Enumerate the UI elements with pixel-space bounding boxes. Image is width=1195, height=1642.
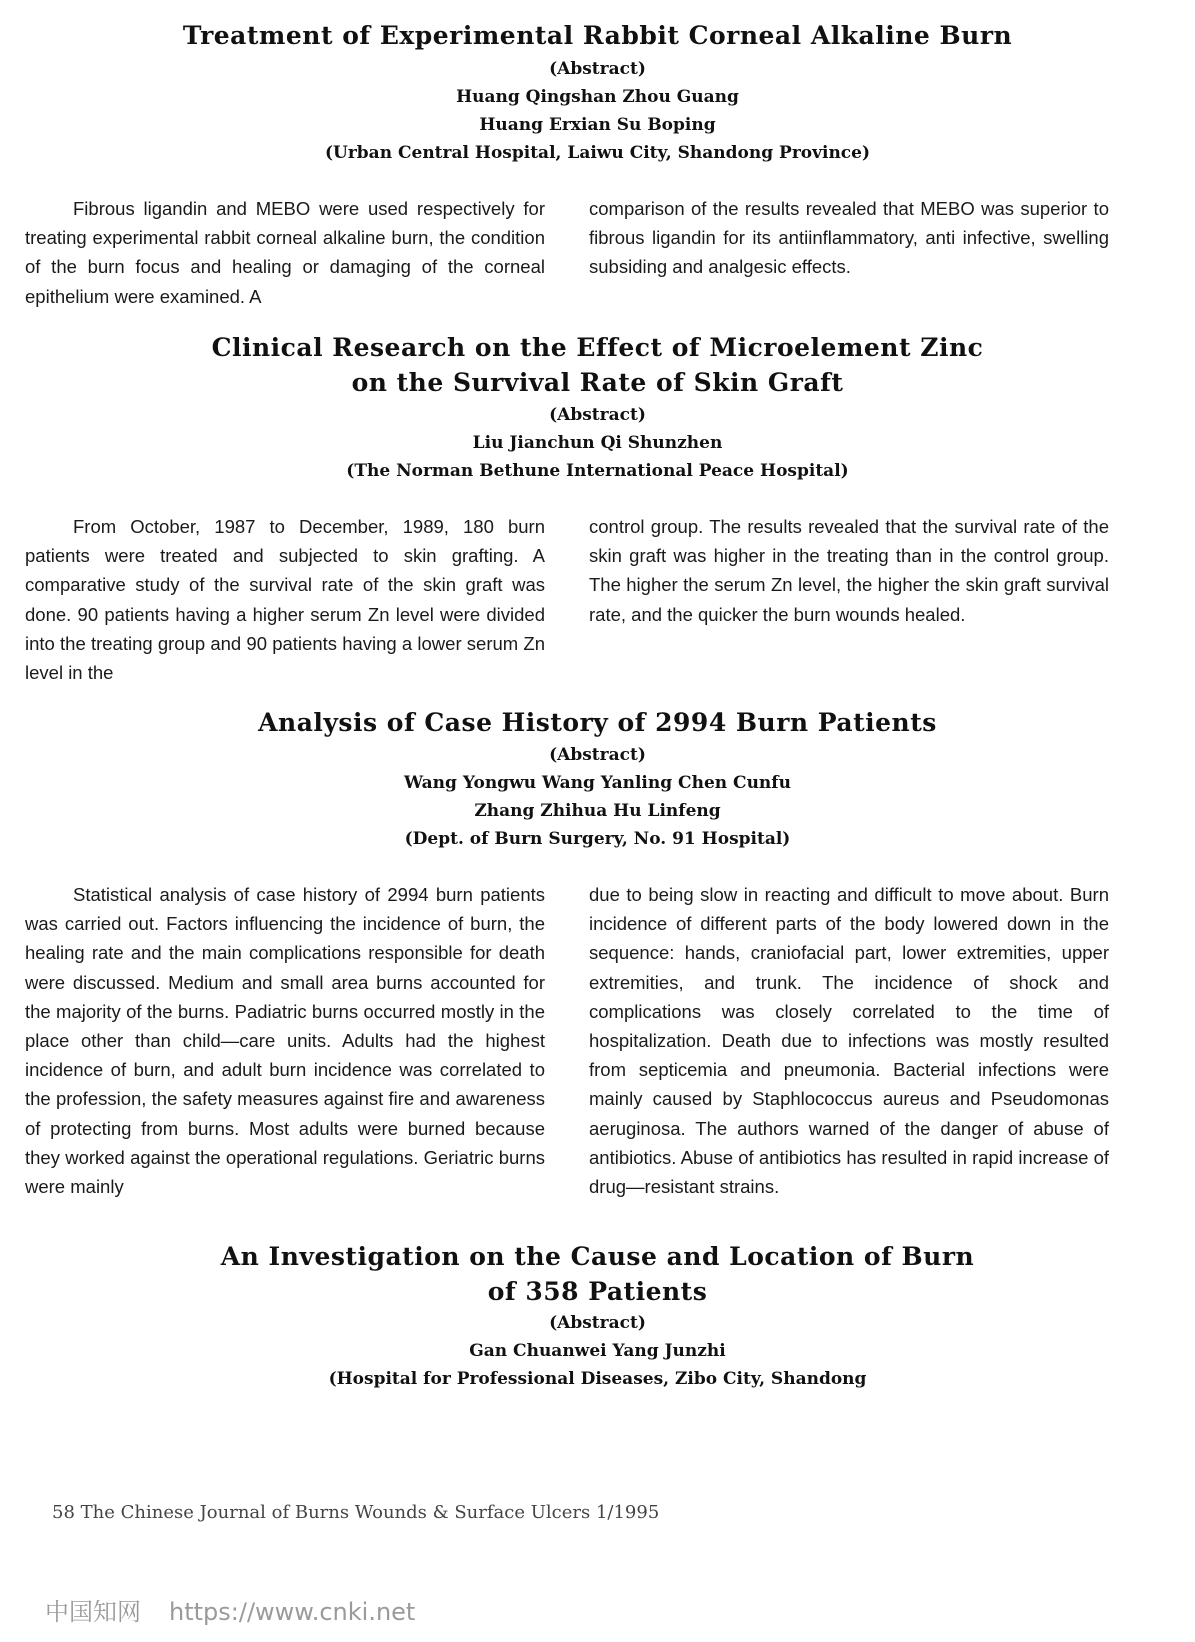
article-3-affiliation: (Dept. of Burn Surgery, No. 91 Hospital) [404,829,791,849]
article-2-body-right-column: control group. The results revealed that the survival rate of the skin graft was higher in the treating than in the control group. The higher the serum Zn level, the higher the skin graft survival rate, and the quicker the burn wounds healed. [589,516,1109,625]
article-2-authors: Liu Jianchun Qi Shunzhen [472,433,723,453]
article-1-body-left-column: Fibrous ligandin and MEBO were used respectively for treating experimental rabbit corneal alkaline burn, the condition of the burn focus and healing or damaging of the corneal epithelium were examined. A [25,198,545,307]
article-1-body-right-column: comparison of the results revealed that MEBO was superior to fibrous ligandin for its antiinflammatory, anti infective, swelling subsiding and analgesic effects. [589,198,1109,278]
article-3-abstract-label: (Abstract) [549,745,646,765]
article-4-authors: Gan Chuanwei Yang Junzhi [469,1341,726,1361]
article-1-abstract-label: (Abstract) [549,59,646,79]
watermark-brand: 中国知网 [45,1598,141,1626]
article-3-authors-line-2: Zhang Zhihua Hu Linfeng [474,801,721,821]
article-2-affiliation: (The Norman Bethune International Peace Hospital) [346,461,849,481]
article-1-affiliation: (Urban Central Hospital, Laiwu City, Shandong Province) [324,143,871,163]
article-4-affiliation: (Hospital for Professional Diseases, Zibo City, Shandong [328,1369,867,1389]
article-1-authors-line-2: Huang Erxian Su Boping [479,115,716,135]
article-4-title-line-2: of 358 Patients [487,1277,708,1306]
article-2-abstract-label: (Abstract) [549,405,646,425]
article-2-body-left-column: From October, 1987 to December, 1989, 180 burn patients were treated and subjected to skin grafting. A comparative study of the survival rate of the skin graft was done. 90 patients having a higher serum Zn level were divided into the treating group and 90 patients having a lower serum Zn level in the [25,516,545,684]
article-2-title-line-1: Clinical Research on the Effect of Microelement Zinc [211,333,984,362]
article-3-authors-line-1: Wang Yongwu Wang Yanling Chen Cunfu [404,773,791,793]
article-3-body-right-column: due to being slow in reacting and difficult to move about. Burn incidence of different parts of the body lowered down in the sequence: hands, craniofacial part, lower extremities, upper extremities, and trunk. The incidence of shock and complications was closely correlated to the time of hospitalization. Death due to infections was mostly resulted from septicemia and pneumonia. Bacterial infections were mainly caused by Staphlococcus aureus and Pseudomonas aeruginosa. The authors warned of the danger of abuse of antibiotics. Abuse of antibiotics has resulted in rapid increase of drug—resistant strains. [589,884,1109,1198]
article-1-title: Treatment of Experimental Rabbit Corneal Alkaline Burn [182,21,1013,50]
article-3-title: Analysis of Case History of 2994 Burn Patients [258,708,937,737]
watermark-url: https://www.cnki.net [169,1598,416,1626]
article-4-title-line-1: An Investigation on the Cause and Location of Burn [220,1242,975,1271]
article-2-title-line-2: on the Survival Rate of Skin Graft [351,368,844,397]
article-3-body-left-column: Statistical analysis of case history of 2994 burn patients was carried out. Factors influencing the incidence of burn, the healing rate and the main complications responsible for death were discussed. Medium and small area burns accounted for the majority of the burns. Padiatric burns occurred mostly in the place other than child—care units. Adults had the highest incidence of burn, and adult burn incidence was correlated to the profession, the safety measures against fire and awareness of protecting from burns. Most adults were burned because they worked against the operational regulations. Geriatric burns were mainly [25,884,545,1198]
cnki-watermark [45,1592,443,1627]
page-footer: 58 The Chinese Journal of Burns Wounds & Surface Ulcers 1/1995 [52,1502,660,1523]
article-4-abstract-label: (Abstract) [549,1313,646,1333]
article-1-authors-line-1: Huang Qingshan Zhou Guang [456,87,739,107]
